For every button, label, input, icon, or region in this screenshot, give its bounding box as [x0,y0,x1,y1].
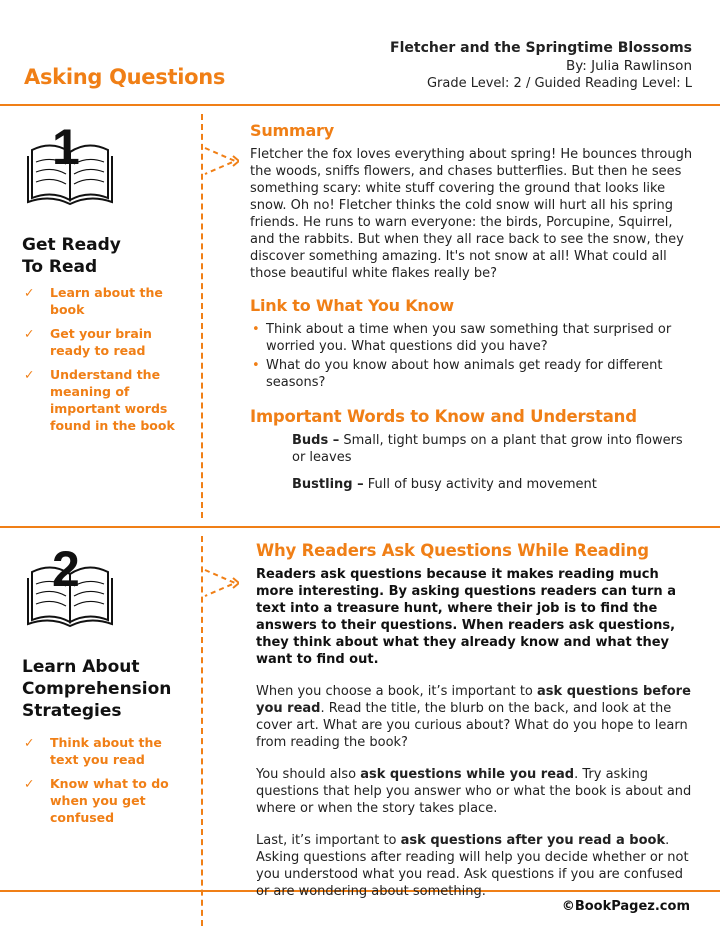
step-2-panel [22,541,194,833]
why-paragraph: Last, it’s important to ask questions after you read a book. Asking questions after reading will help you decide whether or not you understood what you read. Ask questions if you are confused or are wondering about something. [256,833,689,899]
summary-text: Fletcher the fox loves everything about spring! He bounces through the woods, sniffs flowers, and chases butterflies. But then he sees something scary: white stuff covering the ground that looks like snow. Oh no! Fletcher thinks the cold snow will hurt all his spring friends. He runs to warn everyone: the birds, Porcupine, Squirrel, and the rabbits. But when they all race back to see the snow, they discover something amazing. It's not snow at all! What could all those beautiful white flakes really be? [250,147,693,281]
check-icon: ✓ [24,285,35,300]
checklist [22,734,194,826]
copyright: ©BookPagez.com [561,899,690,914]
list-item: ✓ Get your brain ready to read [24,326,152,358]
chevron-right-icon [203,136,239,186]
check-icon: ✓ [24,367,35,382]
words-heading: Important Words to Know and Understand [250,407,637,426]
step-title: Strategies [22,701,122,721]
check-icon: ✓ [24,735,35,750]
why-paragraph: You should also ask questions while you read. Try asking questions that help you answer who or what the book is about and where or when the story takes place. [256,767,692,816]
step-1-panel [22,119,194,441]
list-item: • What do you know about how animals get ready for different seasons? [252,358,663,390]
step-title: Comprehension [22,679,172,699]
step-2-content [256,541,698,900]
list-item: ✓ Think about the text you read [24,735,162,767]
list-item: ✓ Learn about the book [24,285,163,317]
header-divider [0,104,720,106]
step-title: Learn About [22,657,140,677]
check-icon: ✓ [24,776,35,791]
book-info [390,39,692,93]
page-title: Asking Questions [24,65,226,89]
step-number: 2 [52,541,80,597]
checklist [22,284,194,434]
step-1-content [250,121,698,503]
step-title: Get Ready [22,235,121,255]
why-heading: Why Readers Ask Questions While Reading [256,541,649,560]
reading-level: Grade Level: 2 / Guided Reading Level: L [426,76,692,91]
check-icon: ✓ [24,326,35,341]
link-heading: Link to What You Know [250,296,454,315]
list-item: ✓ Know what to do when you get confused [24,776,169,825]
chevron-right-icon [203,558,239,608]
summary-heading: Summary [250,121,334,140]
list-item: ✓ Understand the meaning of important words found in the book [24,367,175,433]
page-header [0,0,720,104]
why-intro: Readers ask questions because it makes reading much more interesting. By asking questions readers can turn a text into a treasure hunt, where their job is to find the answers to their questions. When readers ask questions, they think about what they already know and what they want to find out. [256,567,676,667]
book-author: By: Julia Rawlinson [565,58,692,74]
book-title: Fletcher and the Springtime Blossoms [390,40,692,56]
why-paragraph: When you choose a book, it’s important to ask questions before you read. Read the title, the blurb on the back, and look at the cover art. What are you curious about? What do you hope to learn from reading the book? [256,684,691,750]
open-book-icon [22,119,118,208]
list-item: • Think about a time when you saw something that surprised or worried you. What questions did you have? [252,322,672,354]
link-list [250,321,698,391]
vocab-item: Buds – Small, tight bumps on a plant that grow into flowers or leaves [292,433,683,465]
step-title: To Read [22,257,98,277]
open-book-icon [22,541,118,630]
step-number: 1 [52,119,80,175]
section-divider [0,526,720,528]
vocab-item: Bustling – Full of busy activity and movement [292,477,597,492]
